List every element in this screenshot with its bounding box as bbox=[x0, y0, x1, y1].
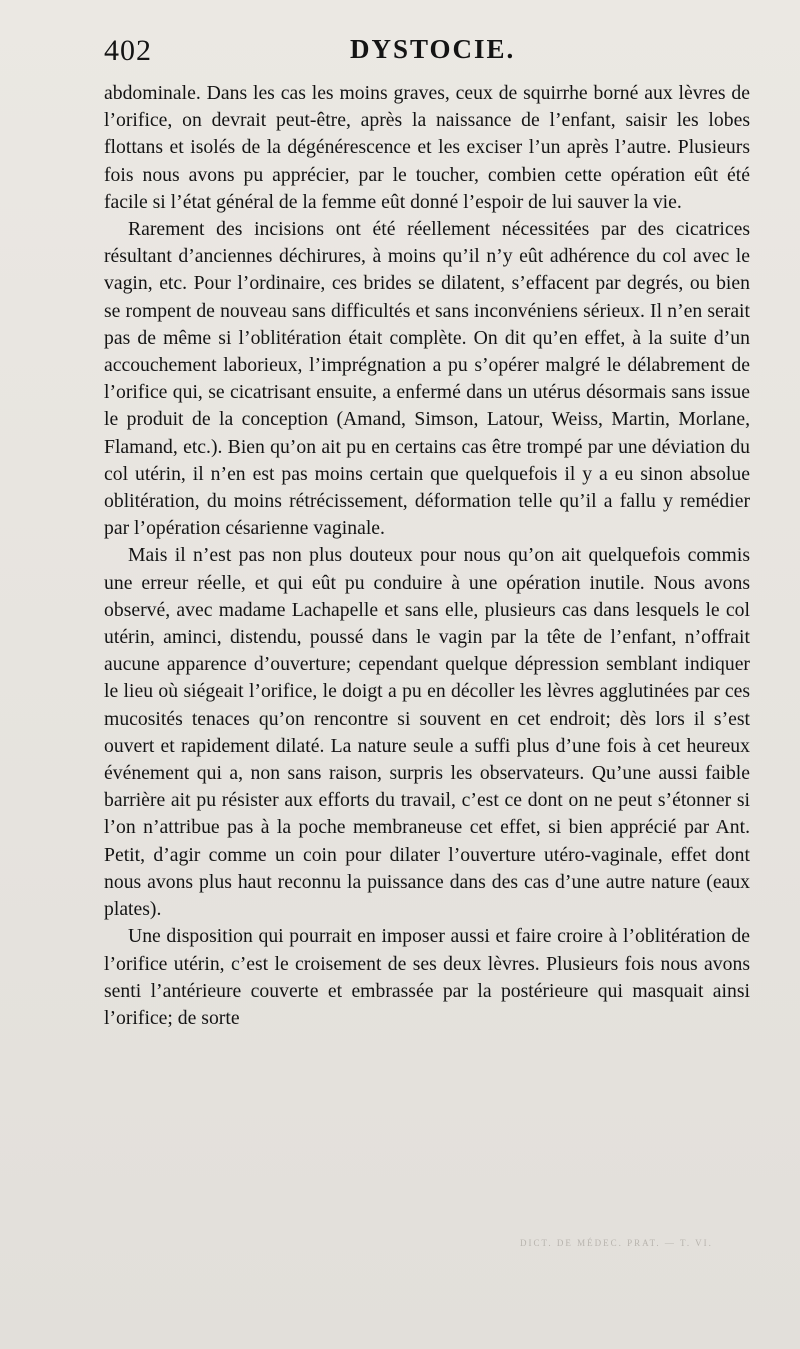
paragraph-3: Mais il n’est pas non plus douteux pour nous qu’on ait quelquefois commis une erreur réelle, et qui eût pu conduire à une opération inutile. Nous avons observé, avec madame Lachapelle et sans elle, plusieurs cas dans lesquels le col utérin, aminci, distendu, poussé dans le vagin par la tête de l’enfant, n’offrait aucune apparence d’ouverture; cependant quelque dépression semblant indiquer le lieu où siégeait l’orifice, le doigt a pu en décoller les lèvres agglutinées par ces mucosités tenaces qu’on rencontre si souvent en cet endroit; dès lors il s’est ouvert et rapidement dilaté. La nature seule a suffi plus d’une fois à cet heureux événement qui a, non sans raison, surpris les observateurs. Qu’une aussi faible barrière ait pu résister aux efforts du travail, c’est ce dont on ne peut s’étonner si l’on n’attribue pas à la poche membraneuse cet effet, si bien apprécié par Ant. Petit, d’agir comme un coin pour dilater l’ouverture utéro-vaginale, effet dont nous avons plus haut reconnu la puissance dans des cas d’une autre nature (eaux plates). bbox=[104, 544, 750, 921]
body-text bbox=[104, 80, 750, 1032]
running-title: DYSTOCIE. bbox=[350, 34, 516, 64]
paragraph-1: abdominale. Dans les cas les moins graves, ceux de squirrhe borné aux lèvres de l’orifice, on devrait peut-être, après la naissance de l’enfant, saisir les lobes flottans et isolés de la dégénérescence et les exciser l’un après l’autre. Plusieurs fois nous avons pu apprécier, par le toucher, combien cette opération eût été facile si l’état général de la femme eût donné l’espoir de lui sauver la vie. bbox=[104, 82, 750, 213]
paragraph-2: Rarement des incisions ont été réellement nécessitées par des cicatrices résultant d’anciennes déchirures, à moins qu’il n’y eût adhérence du col avec le vagin, etc. Pour l’ordinaire, ces brides se dilatent, s’effacent par degrés, ou bien se rompent de nouveau sans difficultés et sans inconvéniens sérieux. Il n’en serait pas de même si l’oblitération était complète. On dit qu’en effet, à la suite d’un accouchement laborieux, l’imprégnation a pu s’opérer malgré le délabrement de l’orifice qui, se cicatrisant ensuite, a enfermé dans un utérus désormais sans issue le produit de la conception (Amand, Simson, Latour, Weiss, Martin, Morlane, Flamand, etc.). Bien qu’on ait pu en certains cas être trompé par une déviation du col utérin, il n’en est pas moins certain que quelquefois il y a eu sinon absolue oblitération, du moins rétrécissement, déformation telle qu’il a fallu y remédier par l’opération césarienne vaginale. bbox=[104, 218, 750, 540]
page-header bbox=[104, 34, 750, 74]
page-number: 402 bbox=[104, 34, 152, 67]
paragraph-4: Une disposition qui pourrait en imposer aussi et faire croire à l’oblitération de l’orifice utérin, c’est le croisement de ses deux lèvres. Plusieurs fois nous avons senti l’antérieure couverte et embrassée par la postérieure qui masquait ainsi l’orifice; de sorte bbox=[104, 925, 750, 1029]
bleed-through-text: DICT. DE MÉDEC. PRAT. — T. VI. bbox=[520, 1238, 713, 1248]
